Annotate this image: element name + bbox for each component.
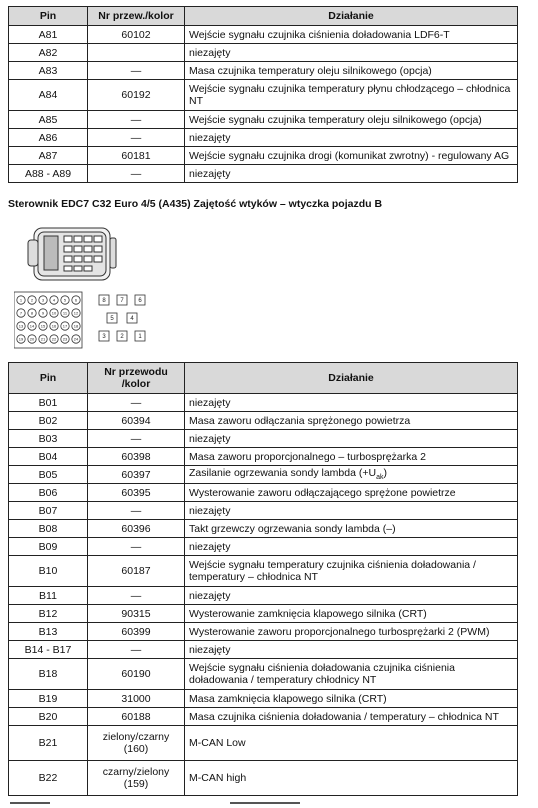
- function-cell: niezajęty: [185, 587, 518, 605]
- table-row: [9, 690, 518, 708]
- wire-cell: czarny/zielony (159): [88, 761, 185, 796]
- wire-cell: 60190: [88, 659, 185, 690]
- pin-cell: A83: [9, 62, 88, 80]
- wire-cell: 60399: [88, 623, 185, 641]
- function-cell: niezajęty: [185, 502, 518, 520]
- pin-cell: B20: [9, 708, 88, 726]
- function-cell: M-CAN Low: [185, 726, 518, 761]
- table-row: [9, 761, 518, 796]
- function-subscript: ak: [376, 474, 384, 482]
- table-row: [9, 147, 518, 165]
- pin-cell: A88 - A89: [9, 165, 88, 183]
- wire-cell: —: [88, 587, 185, 605]
- function-cell: Wejście sygnału czujnika temperatury oleju silnikowego (opcja): [185, 111, 518, 129]
- function-text-end: ): [383, 467, 387, 480]
- wire-cell: zielony/czarny (160): [88, 726, 185, 761]
- pin-cell: A85: [9, 111, 88, 129]
- header-pin: Pin: [9, 7, 88, 26]
- connector-pin-label: 8: [30, 310, 34, 316]
- wire-cell: —: [88, 165, 185, 183]
- header-wire: Nr przewodu /kolor: [88, 363, 185, 394]
- function-cell: niezajęty: [185, 394, 518, 412]
- function-cell: niezajęty: [185, 44, 518, 62]
- connector-pin-label: 6: [138, 298, 142, 304]
- wire-cell: 60394: [88, 412, 185, 430]
- table-row: [9, 111, 518, 129]
- connector-pin-label: 24: [73, 336, 79, 342]
- table-row: [9, 430, 518, 448]
- table-row: [9, 412, 518, 430]
- wire-cell: —: [88, 111, 185, 129]
- connector-pin-label: 5: [63, 297, 67, 303]
- pin-cell: B21: [9, 726, 88, 761]
- connector-pin-label: 23: [62, 336, 68, 342]
- header-function: Działanie: [185, 7, 518, 26]
- wire-cell: —: [88, 394, 185, 412]
- connector-pin-label: 21: [40, 336, 46, 342]
- connector-pin-label: 17: [62, 323, 68, 329]
- function-cell: Takt grzewczy ogrzewania sondy lambda (–): [185, 520, 518, 538]
- connector-pin-label: 1: [138, 334, 142, 340]
- cut-off-text-line: [8, 800, 518, 808]
- pin-grid-right: [99, 295, 145, 341]
- connector-pin-label: 2: [30, 297, 34, 303]
- wire-cell: 60188: [88, 708, 185, 726]
- pin-cell: B03: [9, 430, 88, 448]
- function-cell: Wysterowanie zamknięcia klapowego silnika (CRT): [185, 605, 518, 623]
- connector-pin-label: 19: [18, 336, 24, 342]
- wire-cell: 31000: [88, 690, 185, 708]
- table-row: [9, 623, 518, 641]
- pin-cell: A87: [9, 147, 88, 165]
- pin-cell: B01: [9, 394, 88, 412]
- table-row: [9, 129, 518, 147]
- wire-cell: —: [88, 430, 185, 448]
- section-title: Sterownik EDC7 C32 Euro 4/5 (A435) Zajętość wtyków – wtyczka pojazdu B: [8, 198, 383, 210]
- function-cell: Masa zaworu proporcjonalnego – turbosprężarka 2: [185, 448, 518, 466]
- function-cell: Wejście sygnału czujnika temperatury płynu chłodzącego – chłodnica NT: [185, 80, 518, 111]
- function-cell: Masa czujnika ciśnienia doładowania / temperatury – chłodnica NT: [185, 708, 518, 726]
- pin-cell: B14 - B17: [9, 641, 88, 659]
- connector-pin-label: 18: [73, 323, 79, 329]
- table-row: [9, 44, 518, 62]
- table-header-row: [9, 363, 518, 394]
- wire-cell: —: [88, 62, 185, 80]
- function-cell: Wejście sygnału czujnika drogi (komunikat zwrotny) - regulowany AG: [185, 147, 518, 165]
- connector-pin-label: 16: [51, 323, 57, 329]
- wire-cell: —: [88, 641, 185, 659]
- function-cell: niezajęty: [185, 641, 518, 659]
- wire-cell: —: [88, 538, 185, 556]
- function-cell: Wysterowanie zaworu proporcjonalnego turbosprężarki 2 (PWM): [185, 623, 518, 641]
- pin-cell: B19: [9, 690, 88, 708]
- pin-cell: B08: [9, 520, 88, 538]
- pin-cell: A84: [9, 80, 88, 111]
- table-row: [9, 605, 518, 623]
- connector-housing-image: [28, 228, 116, 280]
- wire-cell: 60192: [88, 80, 185, 111]
- table-row: [9, 726, 518, 761]
- pin-cell: B12: [9, 605, 88, 623]
- function-cell: niezajęty: [185, 165, 518, 183]
- table-row: [9, 448, 518, 466]
- function-cell: Masa czujnika temperatury oleju silnikowego (opcja): [185, 62, 518, 80]
- connector-pin-label: 11: [62, 310, 68, 316]
- connector-pin-label: 4: [52, 297, 56, 303]
- table-header-row: [9, 7, 518, 26]
- wire-cell: —: [88, 502, 185, 520]
- connector-pin-label: 9: [41, 310, 45, 316]
- cut-off-text-fragment: [230, 802, 300, 804]
- table-row: [9, 394, 518, 412]
- pin-cell: B11: [9, 587, 88, 605]
- function-cell: Wysterowanie zaworu odłączającego sprężone powietrze: [185, 484, 518, 502]
- table-row: [9, 641, 518, 659]
- table-row: [9, 708, 518, 726]
- function-cell: niezajęty: [185, 538, 518, 556]
- wire-cell: 90315: [88, 605, 185, 623]
- function-cell: Wejście sygnału temperatury czujnika ciśnienia doładowania / temperatury – chłodnica NT: [185, 556, 518, 587]
- pin-cell: A86: [9, 129, 88, 147]
- connector-pin-label: 20: [29, 336, 35, 342]
- table-row: [9, 520, 518, 538]
- connector-pin-label: 15: [40, 323, 46, 329]
- function-cell: niezajęty: [185, 129, 518, 147]
- pin-cell: B13: [9, 623, 88, 641]
- function-cell: Wejście sygnału czujnika ciśnienia doładowania LDF6-T: [185, 26, 518, 44]
- table-row: [9, 165, 518, 183]
- pin-cell: B18: [9, 659, 88, 690]
- table-row: [9, 26, 518, 44]
- table-row: [9, 538, 518, 556]
- connector-pin-label: 14: [29, 323, 35, 329]
- connector-pin-label: 1: [19, 297, 23, 303]
- connector-diagram: [14, 222, 164, 350]
- pin-cell: B02: [9, 412, 88, 430]
- connector-pin-label: 7: [19, 310, 23, 316]
- connector-pin-label: 5: [110, 316, 114, 322]
- pin-table-b: [8, 362, 518, 796]
- pin-cell: B22: [9, 761, 88, 796]
- function-cell: Wejście sygnału ciśnienia doładowania czujnika ciśnienia doładowania / temperatury chłodnicy NT: [185, 659, 518, 690]
- wire-cell: [88, 44, 185, 62]
- header-wire: Nr przew./kolor: [88, 7, 185, 26]
- connector-pin-label: 2: [120, 334, 124, 340]
- function-text: Zasilanie ogrzewania sondy lambda (+U: [189, 467, 377, 480]
- connector-pin-label: 13: [18, 323, 24, 329]
- pin-cell: B06: [9, 484, 88, 502]
- table-row: [9, 502, 518, 520]
- wire-cell: 60396: [88, 520, 185, 538]
- function-cell: Masa zaworu odłączania sprężonego powietrza: [185, 412, 518, 430]
- function-cell: [185, 466, 518, 484]
- connector-pin-label: 12: [73, 310, 79, 316]
- function-cell: Masa zamknięcia klapowego silnika (CRT): [185, 690, 518, 708]
- pin-grid-left: [14, 292, 82, 348]
- table-row: [9, 484, 518, 502]
- table-row: [9, 80, 518, 111]
- connector-pin-label: 7: [120, 298, 124, 304]
- header-function: Działanie: [185, 363, 518, 394]
- table-row: [9, 659, 518, 690]
- connector-pin-label: 3: [102, 334, 106, 340]
- connector-pin-label: 4: [130, 316, 134, 322]
- function-cell: niezajęty: [185, 430, 518, 448]
- pin-cell: A81: [9, 26, 88, 44]
- connector-pin-label: 22: [51, 336, 57, 342]
- wire-cell: 60398: [88, 448, 185, 466]
- wire-cell: 60187: [88, 556, 185, 587]
- pin-cell: B10: [9, 556, 88, 587]
- wire-cell: 60395: [88, 484, 185, 502]
- pin-cell: B04: [9, 448, 88, 466]
- cut-off-text-fragment: [10, 802, 50, 804]
- table-row: [9, 556, 518, 587]
- wire-cell: 60397: [88, 466, 185, 484]
- pin-cell: B05: [9, 466, 88, 484]
- function-cell: M-CAN high: [185, 761, 518, 796]
- wire-cell: 60181: [88, 147, 185, 165]
- pin-cell: B09: [9, 538, 88, 556]
- connector-pin-label: 6: [74, 297, 78, 303]
- pin-cell: A82: [9, 44, 88, 62]
- pin-cell: B07: [9, 502, 88, 520]
- table-row: [9, 466, 518, 484]
- pin-table-a: [8, 6, 518, 183]
- connector-pin-label: 10: [51, 310, 57, 316]
- table-row: [9, 62, 518, 80]
- header-pin: Pin: [9, 363, 88, 394]
- wire-cell: —: [88, 129, 185, 147]
- wire-cell: 60102: [88, 26, 185, 44]
- connector-pin-label: 8: [102, 298, 106, 304]
- table-row: [9, 587, 518, 605]
- connector-pin-label: 3: [41, 297, 45, 303]
